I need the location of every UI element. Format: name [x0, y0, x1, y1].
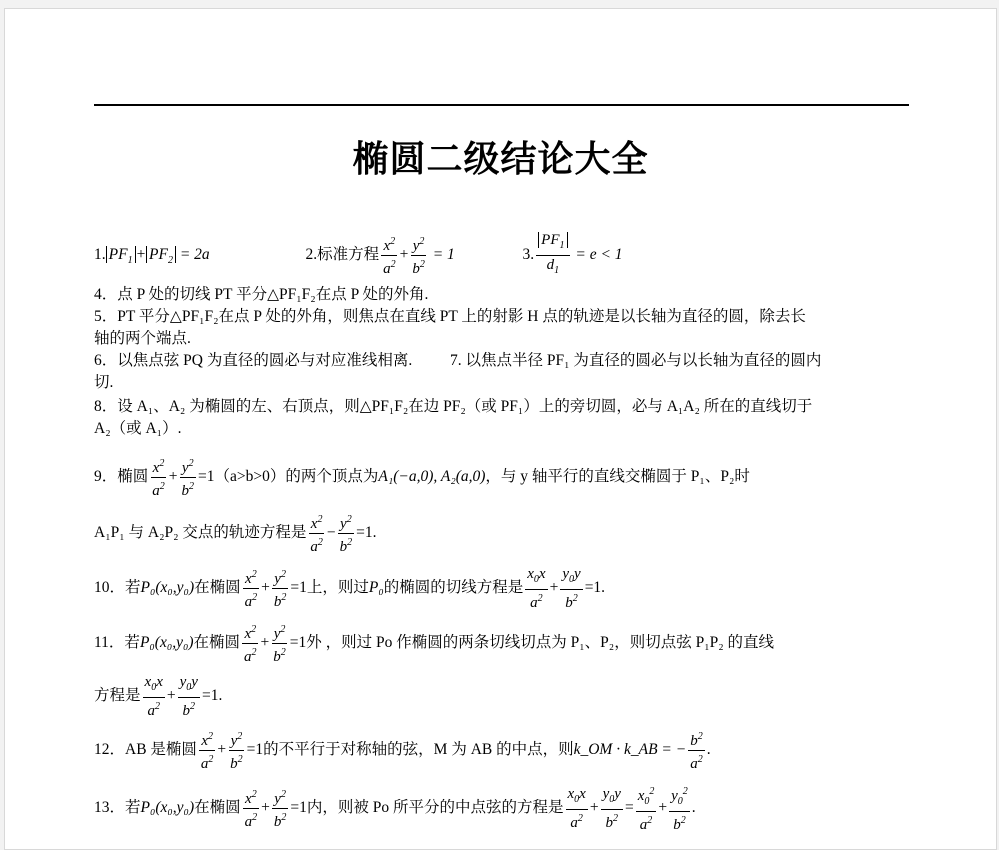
- frac-x2-a2: $\frac{x^2}{a^2}$: [308, 511, 325, 556]
- frac-x2-a2: $\frac{x^2}{a^2}$: [199, 728, 216, 773]
- item-1-formula: $PF_1 + PF_2 = 2a$: [106, 246, 210, 263]
- item-8-line-2: A₂（或 A₁）.: [94, 420, 182, 437]
- item-11-line-1: 11．若P₀(x₀,y₀)在椭圆 $\frac{x^2}{a^2}$ + $\frac{y^2}{b^2}$ =1外 ，则过 Po 作椭圆的两条切线切点为 P₁、P₂，则切点弦 P₁P₂ 的直线: [94, 621, 909, 666]
- item-13: 13．若P₀(x₀,y₀)在椭圆 $\frac{x^2}{a^2}$ + $\frac{y^2}{b^2}$ =1内，则被 Po 所平分的中点弦的方程是 $\frac{x_0x}{a^2}$ + $\frac{y_0y}{b^2}$ = $\frac{x_0^2}{a^2}$ + $\frac{y_0^2}{b^2}$ .: [94, 783, 909, 834]
- frac-y2-b2: $\frac{y^2}{b^2}$: [272, 566, 289, 611]
- frac-b2-a2: $\frac{b^2}{a^2}$: [688, 728, 705, 773]
- frac-y2-b2: $\frac{y^2}{b^2}$: [180, 455, 197, 500]
- frac-x0x-a2: $\frac{x_0x}{a^2}$: [144, 674, 163, 719]
- frac-x2-a2: $\frac{x^2}{a^2}$: [150, 455, 167, 500]
- frac-y0y-b2: $\frac{y_0y}{b^2}$: [179, 674, 198, 719]
- item-6: 6．以焦点弦 PQ 为直径的圆必与对应准线相离.: [94, 352, 413, 369]
- item-5-line-1: 5．PT 平分△PF₁F₂在点 P 处的外角，则焦点在直线 PT 上的射影 H 点的轨迹是以长轴为直径的圆，除去长: [94, 308, 806, 325]
- formula-row-1-3: 1. $PF_1 + PF_2 = 2a$ 2.标准方程 $\frac{x^2}{a^2}$ + $\frac{y^2}{b^2}$ = 1 3. $\frac{PF_1}{d_1}$ = e < 1: [94, 231, 909, 280]
- frac-x2-a2: $\frac{x^2}{a^2}$: [242, 621, 259, 666]
- frac-x2-a2: $\frac{x^2}{a^2}$: [243, 786, 260, 831]
- item-11-line-2: 方程是 $\frac{x_0x}{a^2}$ + $\frac{y_0y}{b^2}$ =1.: [94, 674, 223, 719]
- frac-pf1-d1: $\frac{PF_1}{d_1}$: [536, 231, 569, 280]
- item-3-label: 3.: [522, 246, 535, 264]
- item-1-label: 1.: [94, 246, 106, 264]
- header-rule: [94, 104, 909, 106]
- frac-y2-b2: $\frac{y^2}{b^2}$: [410, 233, 427, 278]
- frac-y0y-b2: $\frac{y_0y}{b^2}$: [562, 566, 581, 611]
- item-4: 4．点 P 处的切线 PT 平分△PF₁F₂在点 P 处的外角.: [94, 286, 429, 303]
- document-page: [4, 8, 997, 850]
- frac-x0x-a2: $\frac{x_0x}{a^2}$: [567, 786, 586, 831]
- item-9-line-1: 9．椭圆 $\frac{x^2}{a^2}$ + $\frac{y^2}{b^2}$ =1（a>b>0）的两个顶点为A₁(−a,0), A₂(a,0)，与 y 轴平行的直线交椭圆于 P₁、P₂时: [94, 455, 909, 500]
- frac-x0sq-a2: $\frac{x_0^2}{a^2}$: [636, 783, 657, 834]
- item-2-label: 2.标准方程: [305, 246, 380, 264]
- frac-y2-b2: $\frac{y^2}{b^2}$: [271, 621, 288, 666]
- item-5-line-2: 轴的两个端点.: [94, 330, 191, 347]
- frac-y2-b2: $\frac{y^2}{b^2}$: [272, 786, 289, 831]
- item-6-7-line: [94, 350, 909, 372]
- frac-y2-b2: $\frac{y^2}{b^2}$: [338, 511, 355, 556]
- item-8-line-1: 8．设 A₁、A₂ 为椭圆的左、右顶点，则△PF₁F₂在边 PF₂（或 PF₁）上的旁切圆，必与 A₁A₂ 所在的直线切于: [94, 398, 813, 415]
- page-title: 椭圆二级结论大全: [352, 139, 649, 180]
- frac-y0y-b2: $\frac{y_0y}{b^2}$: [602, 786, 621, 831]
- item-10: 10．若P₀(x₀,y₀)在椭圆 $\frac{x^2}{a^2}$ + $\frac{y^2}{b^2}$ =1上，则过P₀的椭圆的切线方程是 $\frac{x_0x}{a^2}$ + $\frac{y_0y}{b^2}$ =1.: [94, 566, 606, 611]
- item-7-line-2: 切.: [94, 374, 114, 391]
- item-9-line-2: A₁P₁ 与 A₂P₂ 交点的轨迹方程是 $\frac{x^2}{a^2}$ − $\frac{y^2}{b^2}$ =1.: [94, 511, 909, 556]
- frac-y0sq-b2: $\frac{y_0^2}{b^2}$: [669, 783, 690, 834]
- item-12: 12．AB 是椭圆 $\frac{x^2}{a^2}$ + $\frac{y^2}{b^2}$ =1的不平行于对称轴的弦，M 为 AB 的中点，则k_OM · k_AB = − $\frac{b^2}{a^2}$ .: [94, 728, 909, 773]
- frac-y2-b2: $\frac{y^2}{b^2}$: [228, 728, 245, 773]
- frac-x0x-a2: $\frac{x_0x}{a^2}$: [527, 566, 546, 611]
- item-7-line-1: 7. 以焦点半径 PF₁ 为直径的圆必与以长轴为直径的圆内: [449, 352, 822, 369]
- frac-x2-a2: $\frac{x^2}{a^2}$: [381, 233, 398, 278]
- frac-x2-a2: $\frac{x^2}{a^2}$: [243, 566, 260, 611]
